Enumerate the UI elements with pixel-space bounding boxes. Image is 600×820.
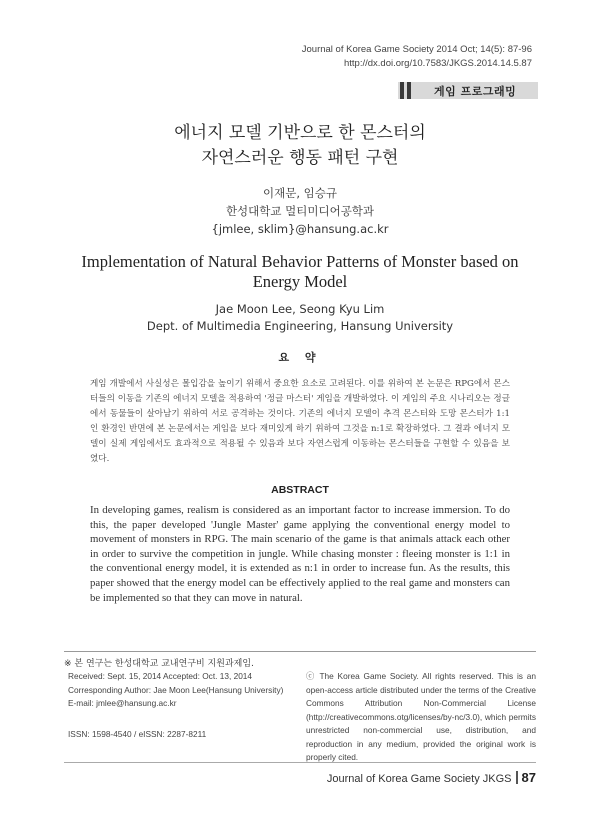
category-bar-accent [400, 82, 404, 99]
license-text: ⓒ The Korea Game Society. All rights reserved. This is an open-access article distributed under the terms of the Creative Commons Attribution Non-Commercial License (http://creativecommons.otg/licenses/by-nc/3.0), which permits unrestricted non-commercial use, distribution, and reproduction in any medium, provided the original work is properly cited. [306, 671, 536, 762]
korean-abstract-heading: 요 약 [278, 351, 322, 364]
english-title-line1: Implementation of Natural Behavior Patterns of Monster based on [81, 252, 519, 271]
footer-separator [516, 771, 518, 784]
journal-header [302, 43, 532, 71]
page-footer [327, 770, 536, 785]
corresponding-email: E-mail: jmlee@hansung.ac.kr [68, 698, 177, 708]
issn: ISSN: 1598-4540 / eISSN: 2287-8211 [68, 729, 207, 739]
doi-link[interactable]: http://dx.doi.org/10.7583/JKGS.2014.14.5.87 [343, 58, 532, 69]
korean-affiliation: 한성대학교 멀티미디어공학과 [225, 204, 375, 218]
korean-abstract-text: 게임 개발에서 사실성은 몰입감을 높이기 위해서 중요한 요소로 고려된다. 이를 위하여 본 논문은 RPG에서 몬스터들의 이동을 기존의 에너지 모델을 적용하여 '정글 마스터' 게임을 개발하였다. 이 게임의 주요 시나리오는 정글에서 동물들이 살아남기 위하여 서로 공격하는 것이다. 기존의 에너지 모델이 추격 몬스터와 도망 몬스터가 1:1인 환경인 반면에 본 논문에서는 게임을 보다 재미있게 하기 위하여 그것을 n:1로 확장하였다. 그 결과 에너지 모델이 실제 게임에서도 효과적으로 적용될 수 있음과 보다 자연스럽게 이동하는 몬스터들을 구현할 수 있음을 보였다. [90, 379, 510, 464]
received-accepted-dates: Received: Sept. 15, 2014 Accepted: Oct. 13, 2014 [68, 671, 253, 681]
journal-citation: Journal of Korea Game Society 2014 Oct; 14(5): 87-96 [301, 44, 532, 55]
author-email: {jmlee, sklim}@hansung.ac.kr [211, 222, 389, 236]
page-number: 87 [521, 770, 536, 785]
english-abstract-text: In developing games, realism is considered as an important factor to increase immersion. To do this, the paper developed 'Jungle Master' game applying the conventional energy model to movement of monsters in RPG. The main scenario of the game is that animals attack each other in order to survive the competition in jungle. While chasing monster : fleeing monster is 1:1 in the conventional energy model, it is extended as n:1 in order to increase fun. As the results, this paper showed that the energy model can be effectively applied to the real game and monsters can be implemented so that they can move in natural. [90, 504, 510, 604]
english-affiliation: Dept. of Multimedia Engineering, Hansung University [146, 319, 454, 333]
english-author-names: Jae Moon Lee, Seong Kyu Lim [215, 302, 385, 316]
english-authors [0, 301, 600, 335]
english-title-line2: Energy Model [252, 272, 348, 291]
article-meta [68, 670, 288, 711]
korean-authors [0, 184, 600, 238]
funding-footnote: ※ 본 연구는 한성대학교 교내연구비 지원과제임. [64, 659, 254, 669]
korean-title-line2: 자연스러운 행동 패턴 구현 [201, 148, 399, 168]
category-label: 게임 프로그래밍 [434, 85, 517, 98]
english-abstract-heading: ABSTRACT [271, 484, 329, 496]
category-bar-accent [407, 82, 411, 99]
footer-divider [64, 762, 536, 763]
corresponding-author: Corresponding Author: Jae Moon Lee(Hansung University) [68, 684, 284, 695]
korean-author-names: 이재문, 임승규 [263, 186, 337, 200]
footer-journal-name: Journal of Korea Game Society JKGS [326, 773, 512, 785]
divider [64, 651, 536, 652]
english-title [0, 252, 600, 292]
korean-title [0, 121, 600, 171]
category-bar [398, 82, 538, 99]
korean-title-line1: 에너지 모델 기반으로 한 몬스터의 [174, 123, 426, 143]
